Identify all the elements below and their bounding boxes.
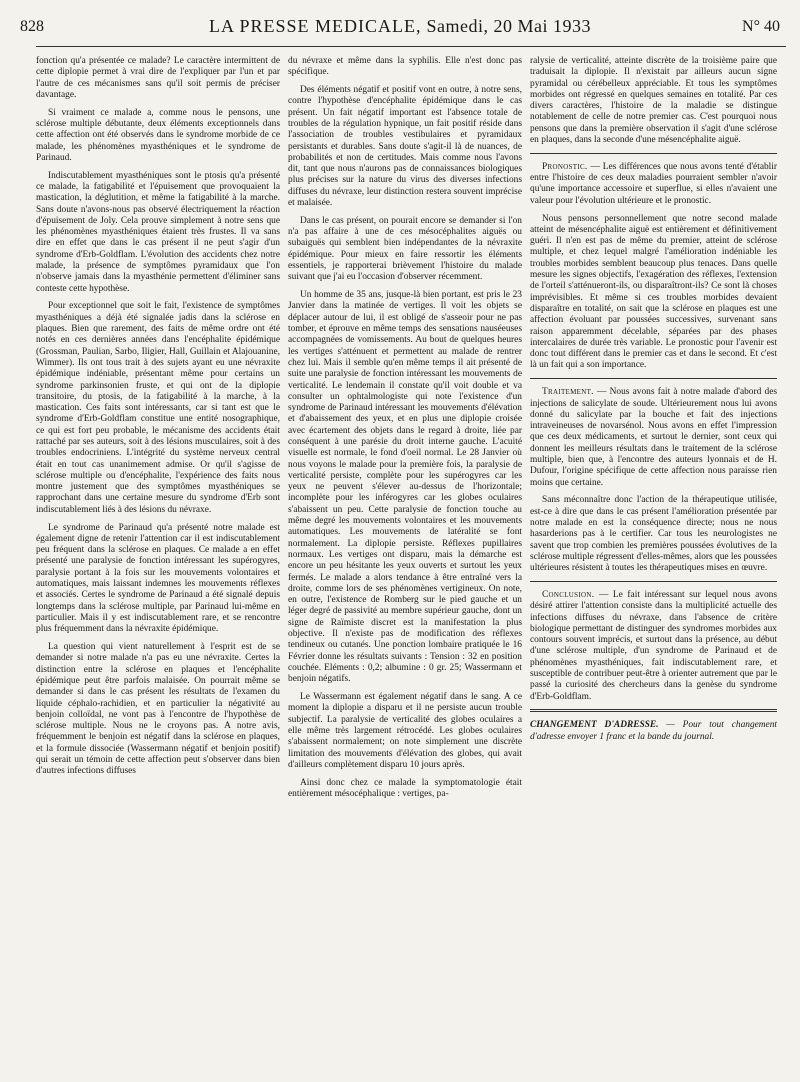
notice-text: — Pour tout changement d'adresse envoyer 1 franc et la bande du journal. <box>530 720 778 742</box>
conclusion-text: — Le fait intéressant sur lequel nous avons désiré attirer l'attention consiste dans la multiplicité actuelle des infections diffuses du névraxe, dans l'absence de critère biologique permettant de distinguer des syndromes morbides aux contours souvent imprécis, et surtout dans la présence, au début d'une sclérose multiple, d'un syndrome de Parinaud et de phénomènes myasthéniques, fait indiscutablement rare, et susceptible de contribuer peut-être à orienter autrement que par le passé la curiosité des chercheurs dans la genèse du syndrome d'Erb-Goldflam. <box>530 589 777 702</box>
paragraph: Pour exceptionnel que soit le fait, l'existence de symptômes myasthéniques a déjà été signalée jadis dans la sclérose en plaques. Bien que rarement, des faits de même ordre ont été notés en ces dernières années dans l'encéphalite épidémique (Grossman, Paulian, Sarbo, Iligier, Hall, Guillain et Alajouanine, Wimmer). Ils ont tous trait à des sujets ayant eu une névraxite épidémique indéniable, présentant même pour certains un syndrome parkinsonien fruste, et qui ont de la diplopie transitoire, du ptosis, de la fatigabilité à la marche, à la mastication. Ces faits sont intéressants, car si tant est que le syndrome d'Erb-Goldflam constitue une entité nosographique, ce qui est fort peu probable, le mécanisme des accidents était rattaché par ses auteurs, soit à des lésions musculaires, soit à des troubles endocriniens. L'intégrité du système nerveux central était en tout cas unanimement admise. Or qu'il s'agisse de sclérose multiple ou d'encéphalite, l'expérience des faits nous montre justement que des symptômes myasthéniques se rapprochant dans une certaine mesure du syndrome d'Erb sont indiscutablement liés à des lésions du névraxe. <box>36 301 280 515</box>
treatment-paragraph <box>530 387 777 489</box>
paragraph: ralysie de verticalité, atteinte discrète de la troisième paire que traduisait la diplopie. Il n'existait par ailleurs aucun signe pyramidal ou cérébelleux appréciable. Et tous les symptômes morbides ont régressé en quelques semaines en totalité. Par ces divers caractères, l'histoire de la maladie se distingue notablement de celle de notre premier cas. C'est pourquoi nous pensons que dans la première observation il s'agit d'une sclérose en plaques, dans la seconde d'une mésencéphalite aiguë. <box>530 56 777 146</box>
paragraph: Indiscutablement myasthéniques sont le ptosis qu'a présenté ce malade, la fatigabilité et l'épuisement que provoquaient la mastication, la déglutition, et même la fatigabilité à la marche. Sans doute n'avons-nous pas observé électriquement la réaction d'épuisement de Joly. Cela prouve simplement à notre sens que les phénomènes myasthéniques étaient très frustes. Il va sans dire en effet que dans le cas présent il ne peut s'agir d'un syndrome d'Erb-Goldflam. L'évolution des accidents chez notre malade, la présence de symptômes pyramidaux que l'on n'observe jamais dans la myasthénie permettent d'éliminer sans conteste cette hypothèse. <box>36 170 280 294</box>
section-rule <box>530 581 777 582</box>
paragraph: fonction qu'a présentée ce malade? Le caractère intermittent de cette diplopie permet à vrai dire de l'expliquer par l'un et par l'autre de ces mécanismes sans qu'il soit permis de préciser davantage. <box>36 56 280 100</box>
section-rule <box>530 153 777 154</box>
treatment-text: — Nous avons fait à notre malade d'abord des injections de salicylate de soude. Ultérieurement nous lui avons donné du salicylate par la bouche et fait des injections intraveineuses de novarsénol. Nous avons en effet l'impression que ces deux médicaments, et surtout le dernier, sont ceux qui donnent les meilleurs résultats dans le traitement de la sclérose multiple, bien que, à l'encontre des auteurs lyonnais et de H. Dufour, l'origine spécifique de cette affection nous paraisse rien moins que certaine. <box>530 387 777 488</box>
paragraph: Sans méconnaître donc l'action de la thérapeutique utilisée, est-ce à dire que dans le cas présent l'amélioration présentée par notre malade en est la conséquence directe; nous ne nous hasarderions pas à le certifier. Car tous les neurologistes ne savent que trop combien les premières poussées évolutives de la sclérose multiple régressent d'elles-mêmes, alors que les poussées ultérieures résistent à toutes les thérapeutiques mises en œuvre. <box>530 495 777 574</box>
column-1 <box>36 56 280 784</box>
paragraph: Le Wassermann est également négatif dans le sang. A ce moment la diplopie a disparu et il ne persiste aucun trouble subjectif. La paralysie de verticalité des globes oculaires a elle même très largement rétrocédé. Les globes oculaires s'abaissent normalement; on note simplement une discrète limitation des mouvements d'élévation des globes, qui avait d'ailleurs complètement disparu 10 jours après. <box>288 692 522 770</box>
masthead <box>20 16 780 37</box>
notice-heading: CHANGEMENT D'ADRESSE. <box>530 720 659 731</box>
conclusion-paragraph <box>530 590 777 703</box>
prognostic-text: — Les différences que nous avons tenté d'établir entre l'histoire de ces deux maladies pourraient sembler n'avoir qu'une importance accessoire et superflue, si elles n'avaient une valeur pour l'évolution ultérieure et le pronostic. <box>530 161 778 206</box>
paragraph: La question qui vient naturellement à l'esprit est de se demander si notre malade n'a pas eu une névraxite. Certes la distinction entre la sclérose en plaques et l'encéphalite épidémique peut être parfois malaisée. On pourrait même se demander si dans le cas présent les résultats de l'examen du liquide céphalo-rachidien, et en particulier la négativité au benjoin colloïdal, ne vont pas à l'encontre de l'hypothèse de sclérose multiple. Nous ne le croyons pas. A notre avis, fréquemment le benjoin est négatif dans la sclérose en plaques, et la formule dissociée (Wassermann négatif et benjoin positif) qui serait un témoin de cette affection peut s'observer dans bien d'autres infections diffuses <box>36 642 280 777</box>
section-rule <box>530 378 777 379</box>
address-change-notice <box>530 709 777 743</box>
conclusion-heading: Conclusion. <box>542 589 595 600</box>
issue-date: Samedi, 20 Mai 1933 <box>426 16 592 36</box>
column-2 <box>288 56 522 807</box>
prognostic-paragraph <box>530 162 777 207</box>
header-rule <box>36 46 786 47</box>
journal-title: LA PRESSE MEDICALE, <box>208 16 422 36</box>
paragraph: Le syndrome de Parinaud qu'a présenté notre malade est également digne de retenir l'attention car il est indiscutablement peu fréquent dans la sclérose en plaques. Ce malade a en effet présenté une paralysie de fonction intéressant les supérogyres, paralysie portant à la fois sur les mouvements volontaires et automatiques, mais laissant indemnes les mouvements réflexes et associés. Certes le syndrome de Parinaud a été signalé depuis longtemps dans la sclérose multiple, par Parinaud lui-même en particulier. Mais il y est indiscutablement rare, et se rencontre plus fréquemment dans la névraxite épidémique. <box>36 522 280 635</box>
column-3 <box>530 56 777 743</box>
prognostic-heading: Pronostic. <box>542 161 588 172</box>
page-header <box>20 10 780 46</box>
paragraph: Dans le cas présent, on pourait encore se demander si l'on n'a pas affaire à une de ces mésocéphalites aiguës ou subaiguës qui semblent bien indépendantes de la névraxite épidémique. Pour mieux en faire ressortir les éléments essentiels, je rapporterai brièvement l'histoire du malade suivant que j'ai eu l'occasion d'observer récemment. <box>288 215 522 283</box>
page-number: 828 <box>20 18 44 35</box>
paragraph: Des éléments négatif et positif vont en outre, à notre sens, contre l'hypothèse d'encéphalite épidémique dans le cas présent. Un fait négatif important est l'absence totale de troubles de la régulation hypnique, un fait positif réside dans l'association de troubles vestibulaires et pyramidaux persistants et durables. Sans doute s'agit-il là de nuances, de probabilités et non de certitudes. Mais comme nous l'avons dit, tant que nous n'aurons pas de connaissances biologiques plus précises sur la nature du virus des diverses infections diffuses du névraxe, leur distinction restera souvent imprécise et malaisée. <box>288 85 522 209</box>
paragraph: Un homme de 35 ans, jusque-là bien portant, est pris le 23 Janvier dans la matinée de vertiges. Il voit les objets se déplacer autour de lui, il est obligé de s'asseoir pour ne pas tomber, et éprouve en même temps des sensations nauséeuses accompagnées de vomissements. Au bout de quelques heures les vertiges s'atténuent et permettent au malade de rentrer chez lui. Mais il semble qu'en même temps il ait présenté de suite une paralysie de fonction intéressant les mouvements de verticalité. Le lendemain il constate qu'il voit double et va consulter un ophtalmologiste qui note l'existence d'un syndrome de Parinaud intéressant les mouvements d'élévation et d'abaissement des yeux, et en plus une diplopie croisée avec écartement des objets dans le regard à droite, liée par conséquent à une parésie du droit interne gauche. L'acuité visuelle est normale, le fond d'oeil normal. Le 28 Janvier où nous voyons le malade pour la première fois, la paralysie de verticalité persiste, complète pour les supérogyres car les yeux ne peuvent s'élever au-dessus de l'horizontale; incomplète pour les inférogyres car les globes oculaires s'abaissent un peu. Cette paralysie de fonction touche au même degré les mouvements volontaires et les mouvements automatiques. Les mouvements de latéralité se font normalement. La diplopie persiste. Réflexes pupillaires normaux. Les vertiges ont disparu, mais la démarche est encore un peu hésitante les yeux ouverts et surtout les yeux fermés. Le malade a alors tendance à être entraîné vers la droite, comme lors de ses phénomènes vertigineux. On note, en outre, l'existence de Romberg sur le pied gauche et un léger degré de passivité au membre supérieur gauche, dont un signe de Raïmiste discret est la manifestation la plus objective. Il n'existe pas de modification des réflexes tendineux ou cutanés. Une ponction lombaire pratiquée le 16 Février donne les résultats suivants : Tension : 32 en position couchée. Eléments : 0,2; albumine : 0 gr. 25; Wassermann et benjoin négatifs. <box>288 290 522 685</box>
paragraph: Nous pensons personnellement que notre second malade atteint de mésencéphalite aiguë est entièrement et définitivement guéri. Il n'en est pas de même du premier, atteint de sclérose multiple, et chez lequel malgré l'amélioration indéniable les troubles morbides semblent beaucoup plus tenaces. Dans quelle mesure les signes objectifs, l'exagération des réflexes, l'extension de l'orteil s'atténueront-ils, ou disparaîtront-ils? Ce sont là choses imprévisibles. Et même si ces troubles morbides devaient disparaître en totalité, on sait que la sclérose en plaques est une affection évoluant par poussées successives, survenant sans raison apparemment décelable, séparées par des phases intercalaires de durée très variable. Le pronostic pour l'avenir est donc tout différent dans le premier cas et dans le second. Et c'est là un fait qui a son importance. <box>530 213 777 371</box>
paragraph: Si vraiment ce malade a, comme nous le pensons, une sclérose multiple débutante, deux éléments exceptionnels dans cette affection ont été observés dans le syndrome morbide de ce malade, les phénomènes myasthéniques et le syndrome de Parinaud. <box>36 107 280 163</box>
issue-number: N° 40 <box>742 18 780 35</box>
paragraph: Ainsi donc chez ce malade la symptomatologie était entièrement mésocéphalique : vertiges, pa- <box>288 777 522 799</box>
treatment-heading: Traitement. <box>542 387 594 398</box>
paragraph: du névraxe et même dans la syphilis. Elle n'est donc pas spécifique. <box>288 56 522 78</box>
